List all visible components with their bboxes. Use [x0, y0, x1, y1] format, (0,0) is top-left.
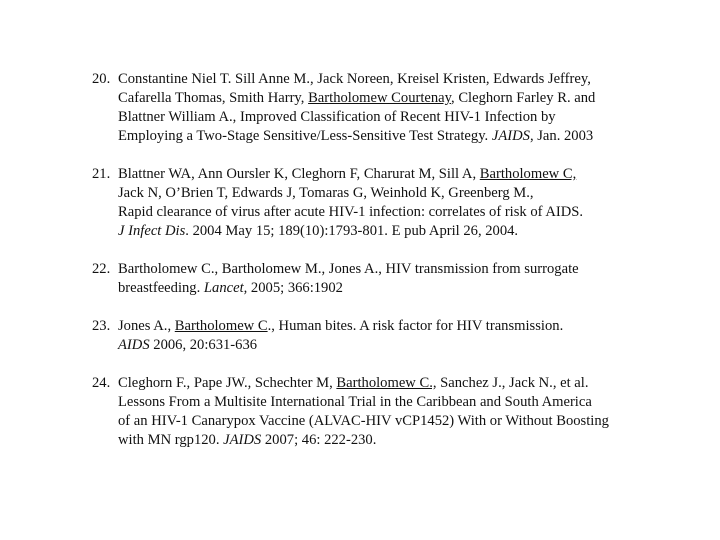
text-segment: breastfeeding. — [118, 280, 204, 296]
reference-line — [118, 393, 692, 412]
text-segment: Jones A., — [118, 318, 175, 334]
reference-line — [118, 89, 692, 108]
underlined-author: Bartholomew C., — [336, 375, 437, 391]
text-segment: , Cleghorn Farley R. and — [451, 90, 596, 106]
journal-name: Lancet, — [203, 280, 248, 296]
reference-line — [118, 165, 692, 184]
journal-name: AIDS — [118, 337, 150, 353]
reference-line — [118, 203, 692, 222]
reference-line — [118, 412, 692, 431]
text-segment: Cleghorn F., Pape JW., Schechter M, — [118, 375, 337, 391]
reference-number: 23. — [92, 318, 111, 334]
reference-item — [92, 70, 692, 146]
reference-item — [92, 260, 692, 298]
text-segment: Blattner William A., Improved Classification of Recent HIV-1 Infection by — [118, 109, 556, 125]
reference-line — [118, 70, 692, 89]
reference-number: 21. — [92, 166, 111, 182]
text-segment: Sanchez J., Jack N., et al. — [436, 375, 589, 391]
text-segment: Cafarella Thomas, Smith Harry, — [118, 90, 309, 106]
reference-line — [118, 336, 692, 355]
reference-line — [118, 279, 692, 298]
text-segment: , Jan. 2003 — [529, 128, 594, 144]
reference-item — [92, 317, 692, 355]
reference-line — [118, 374, 692, 393]
reference-text — [92, 317, 692, 355]
reference-item — [92, 165, 692, 241]
underlined-author: Bartholomew C, — [479, 166, 577, 182]
reference-text — [92, 260, 692, 298]
reference-number: 24. — [92, 375, 111, 391]
reference-line — [118, 260, 692, 279]
reference-number: 22. — [92, 261, 111, 277]
text-segment: ., Human bites. A risk factor for HIV transmission. — [267, 318, 564, 334]
text-segment: Lessons From a Multisite International Trial in the Caribbean and South America — [118, 394, 592, 410]
text-segment: Rapid clearance of virus after acute HIV-1 infection: correlates of risk of AIDS. — [118, 204, 584, 220]
text-segment: of an HIV-1 Canarypox Vaccine (ALVAC-HIV vCP1452) With or Without Boosting — [118, 413, 609, 429]
reference-item — [92, 374, 692, 450]
text-segment: Employing a Two-Stage Sensitive/Less-Sensitive Test Strategy. — [118, 128, 492, 144]
journal-name: J Infect Dis — [118, 223, 186, 239]
reference-line — [118, 317, 692, 336]
underlined-author: Bartholomew Courtenay — [308, 90, 452, 106]
reference-text — [92, 165, 692, 241]
reference-number: 20. — [92, 71, 111, 87]
journal-name: JAIDS — [223, 432, 262, 448]
reference-line — [118, 184, 692, 203]
text-segment: with MN rgp120. — [118, 432, 224, 448]
text-segment: Jack N, O’Brien T, Edwards J, Tomaras G, Weinhold K, Greenberg M., — [118, 185, 534, 201]
reference-text — [92, 374, 692, 450]
reference-list — [92, 70, 692, 450]
reference-line — [118, 431, 692, 450]
text-segment: Constantine Niel T. Sill Anne M., Jack Noreen, Kreisel Kristen, Edwards Jeffrey, — [118, 71, 591, 87]
text-segment: 2005; 366:1902 — [247, 280, 343, 296]
text-segment: Bartholomew C., Bartholomew M., Jones A., HIV transmission from surrogate — [118, 261, 579, 277]
reference-text — [92, 70, 692, 146]
reference-line — [118, 127, 692, 146]
reference-line — [118, 108, 692, 127]
text-segment: . 2004 May 15; 189(10):1793-801. E pub April 26, 2004. — [185, 223, 519, 239]
text-segment: 2007; 46: 222-230. — [261, 432, 377, 448]
reference-line — [118, 222, 692, 241]
text-segment: 2006, 20:631-636 — [149, 337, 258, 353]
underlined-author: Bartholomew C — [174, 318, 268, 334]
text-segment: Blattner WA, Ann Oursler K, Cleghorn F, Charurat M, Sill A, — [118, 166, 480, 182]
journal-name: JAIDS — [491, 128, 530, 144]
